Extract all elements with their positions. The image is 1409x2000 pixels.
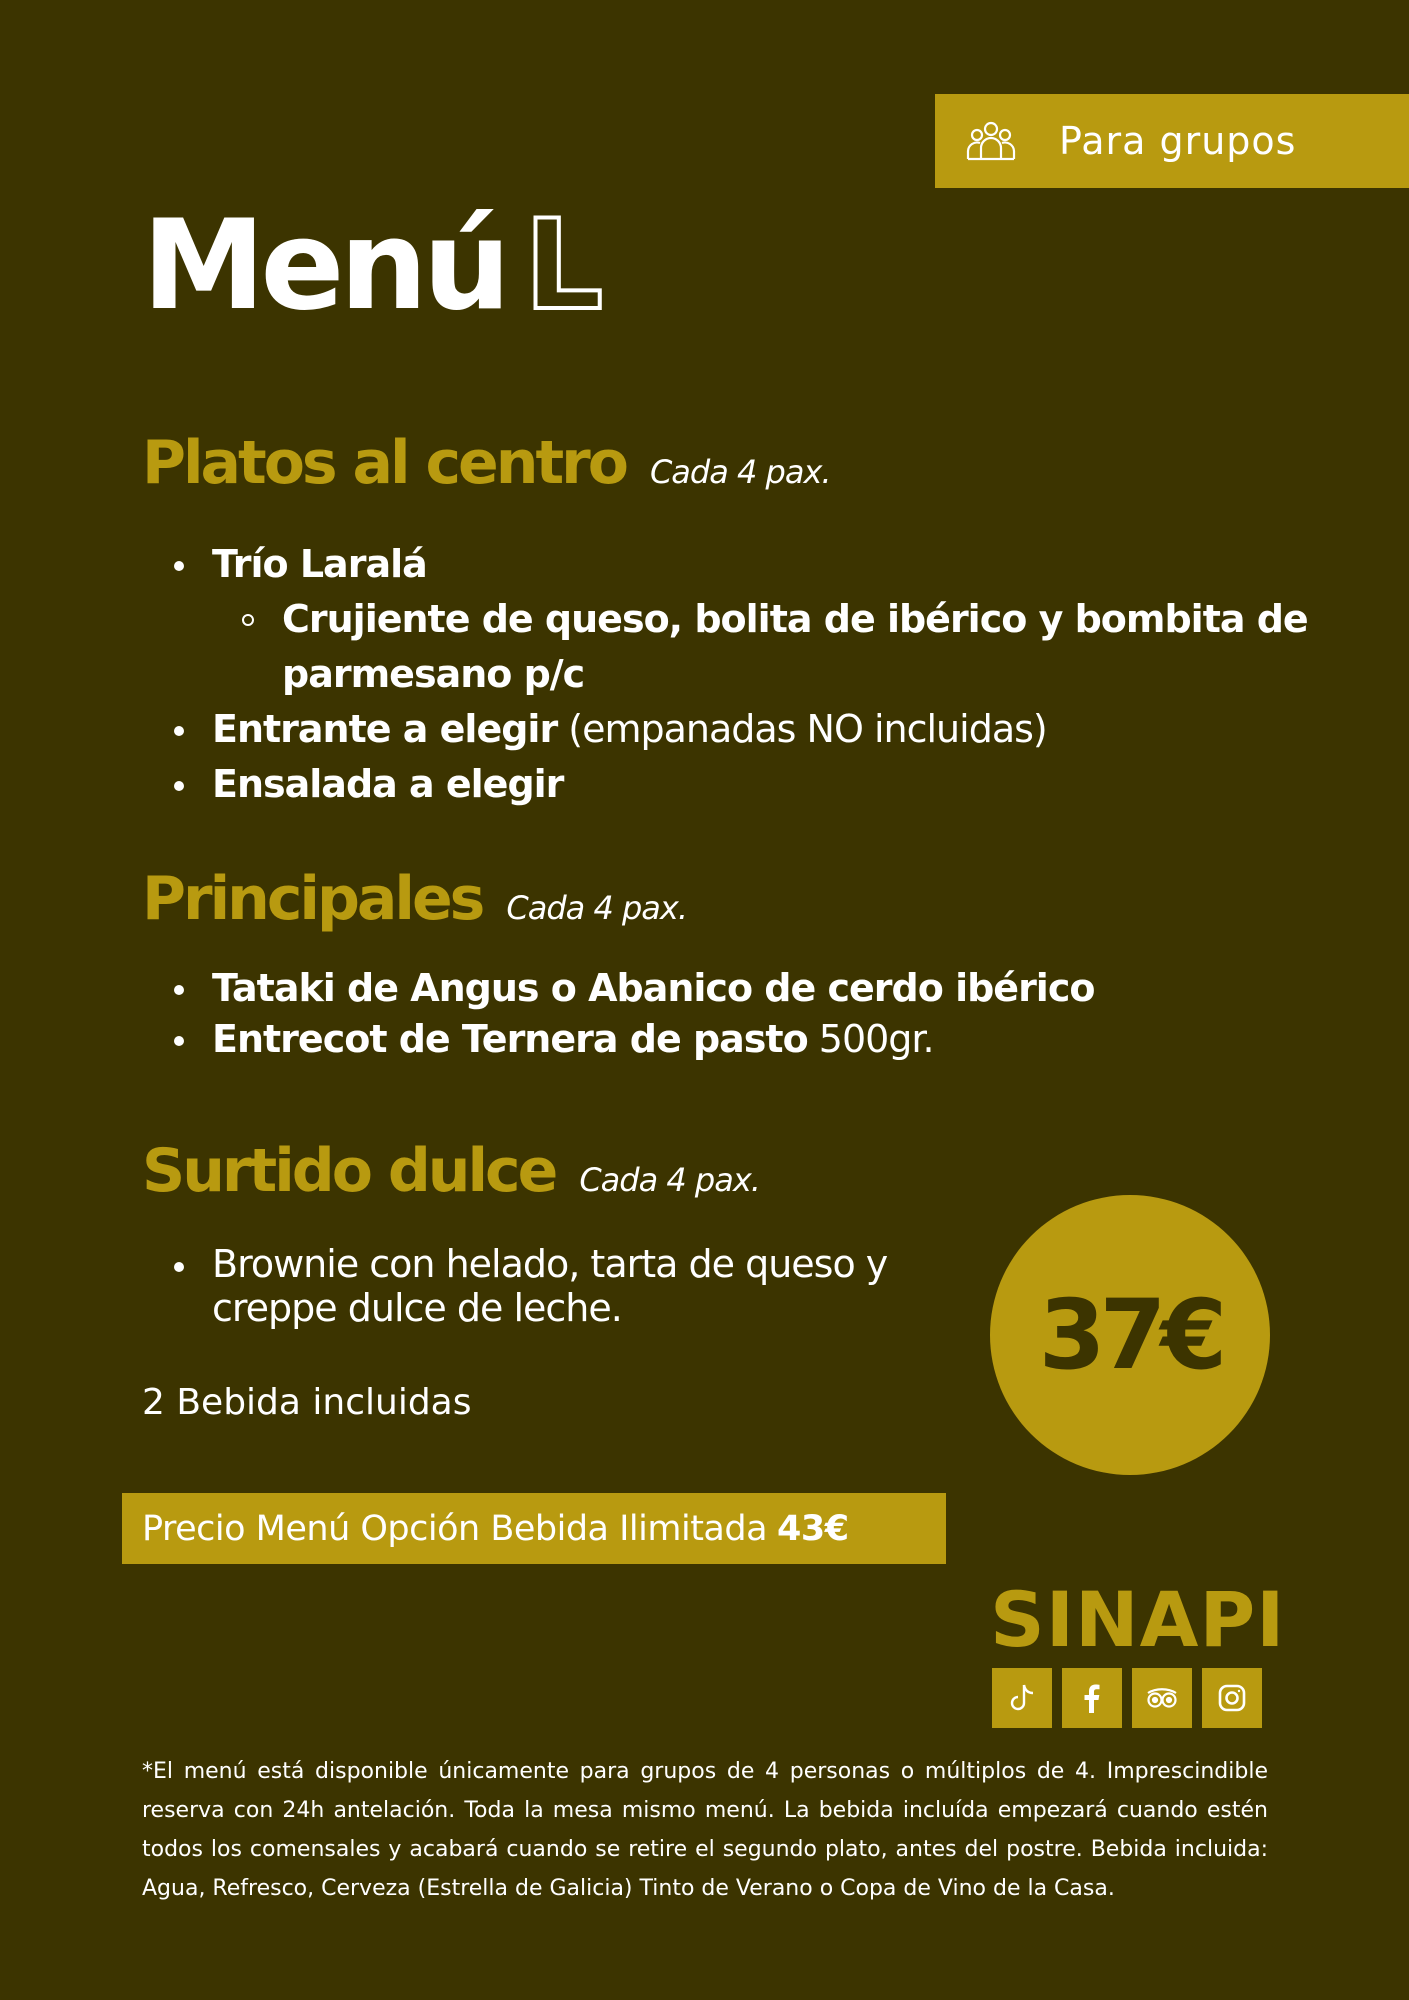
list-item xyxy=(142,1014,1094,1065)
banner-price: 43€ xyxy=(777,1508,849,1549)
tiktok-icon xyxy=(1004,1680,1040,1716)
bullet-dot xyxy=(174,1262,184,1272)
item-rest: 500gr. xyxy=(807,1017,934,1061)
list-subitem xyxy=(142,592,1362,702)
bullet-circle xyxy=(242,614,254,626)
social-links xyxy=(992,1668,1262,1728)
bullet-dot xyxy=(174,985,184,995)
bullet-dot xyxy=(174,781,184,791)
unlimited-drinks-banner xyxy=(122,1493,946,1564)
item-bold: Ensalada a elegir xyxy=(212,762,564,806)
section-note: Cada 4 pax. xyxy=(579,1161,760,1199)
facebook-icon xyxy=(1074,1680,1110,1716)
list-item xyxy=(142,963,1094,1014)
group-tag xyxy=(935,94,1409,188)
title-main: Menú xyxy=(142,194,507,338)
bullet-dot xyxy=(174,726,184,736)
instagram-icon xyxy=(1214,1680,1250,1716)
price-value: 37€ xyxy=(1038,1279,1222,1391)
group-people-icon xyxy=(965,115,1017,167)
list-item xyxy=(142,1242,932,1330)
tripadvisor-icon xyxy=(1144,1680,1180,1716)
item-text: Brownie con helado, tarta de queso y creppe dulce de leche. xyxy=(212,1242,888,1330)
item-bold: Crujiente de queso, bolita de ibérico y bombita de parmesano p/c xyxy=(282,597,1308,696)
list-item xyxy=(142,702,1362,757)
list-item xyxy=(142,757,1362,812)
item-bold: Entrecot de Ternera de pasto xyxy=(212,1017,808,1061)
drinks-included: 2 Bebida incluidas xyxy=(142,1382,472,1423)
section-heading-dulce xyxy=(142,1136,760,1206)
brand-logo: SINAPI xyxy=(990,1575,1286,1664)
dulce-list xyxy=(142,1242,932,1330)
price-badge xyxy=(990,1195,1270,1475)
footnote: *El menú está disponible únicamente para grupos de 4 personas o múltiplos de 4. Imprescindible reserva con 24h antelación. Toda la mesa mismo menú. La bebida incluída empezará cuando estén todos los comensales y acabará cuando se retire el segundo plato, antes del postre. Bebida incluida: Agua, Refresco, Cerveza (Estrella de Galicia) Tinto de Verano o Copa de Vino de la Casa. xyxy=(142,1759,1268,1901)
section-title: Platos al centro xyxy=(142,428,626,498)
platos-list xyxy=(142,537,1362,812)
principales-list xyxy=(142,963,1094,1065)
instagram-link[interactable] xyxy=(1202,1668,1262,1728)
group-tag-label: Para grupos xyxy=(1059,119,1297,163)
title-letter: L xyxy=(524,194,604,338)
bullet-dot xyxy=(174,561,184,571)
tiktok-link[interactable] xyxy=(992,1668,1052,1728)
item-rest: (empanadas NO incluidas) xyxy=(557,707,1047,751)
section-title: Principales xyxy=(142,864,483,934)
section-note: Cada 4 pax. xyxy=(506,889,687,927)
item-bold: Tataki de Angus o Abanico de cerdo ibérico xyxy=(212,966,1095,1010)
section-heading-principales xyxy=(142,864,687,934)
section-title: Surtido dulce xyxy=(142,1136,556,1206)
list-item xyxy=(142,537,1362,592)
facebook-link[interactable] xyxy=(1062,1668,1122,1728)
page-title xyxy=(142,196,603,336)
banner-label: Precio Menú Opción Bebida Ilimitada xyxy=(142,1508,768,1549)
section-heading-platos xyxy=(142,428,831,498)
tripadvisor-link[interactable] xyxy=(1132,1668,1192,1728)
section-note: Cada 4 pax. xyxy=(649,453,831,491)
bullet-dot xyxy=(174,1036,184,1046)
item-bold: Entrante a elegir xyxy=(212,707,558,751)
item-bold: Trío Laralá xyxy=(212,542,427,586)
